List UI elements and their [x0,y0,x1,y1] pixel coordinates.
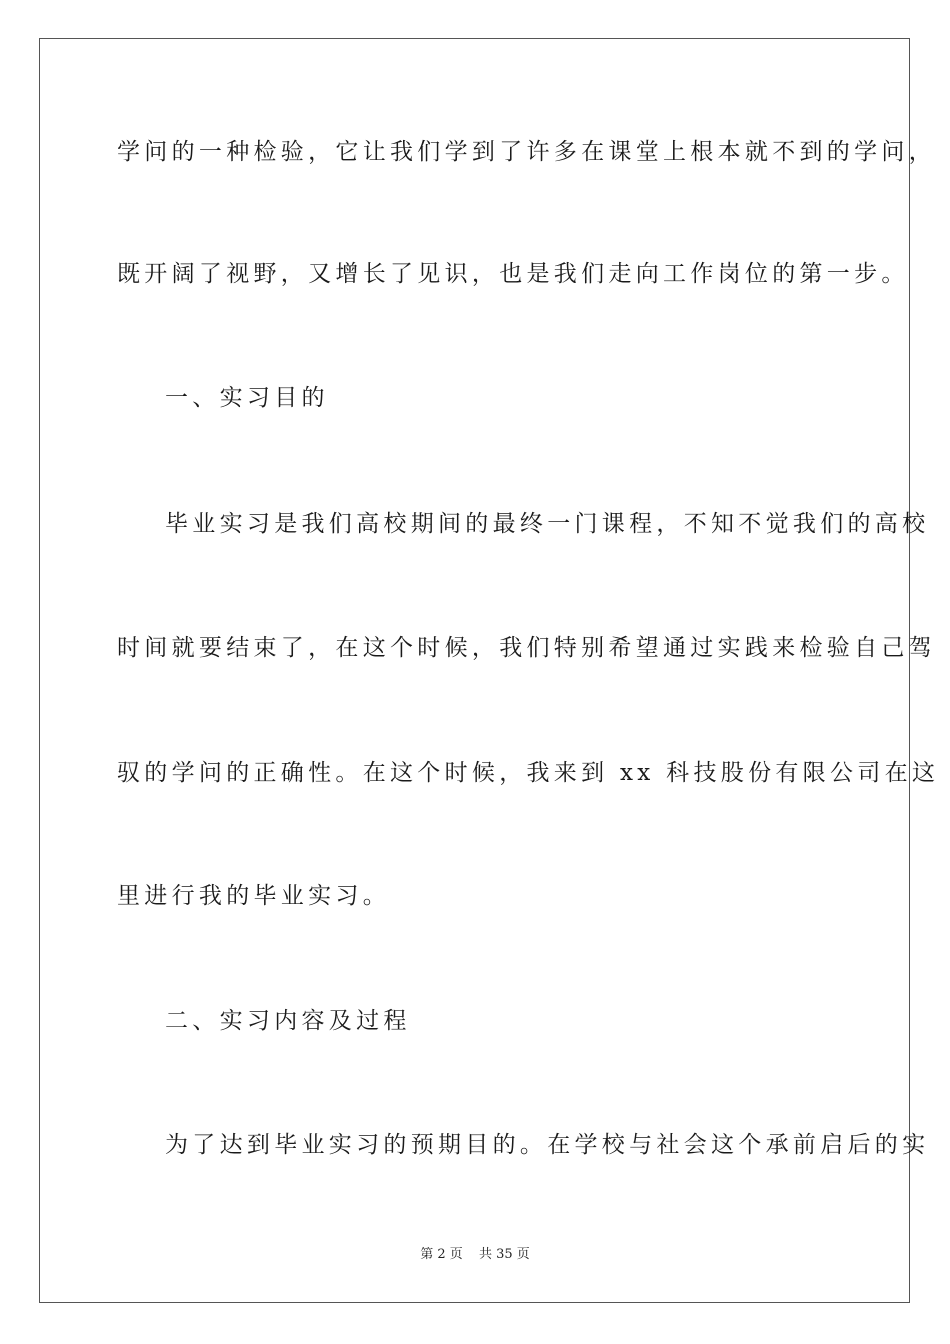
paragraph-line: 驭的学问的正确性。在这个时候，我来到 xx 科技股份有限公司在这 [117,760,940,786]
paragraph-line: 时间就要结束了，在这个时候，我们特别希望通过实践来检验自己驾 [117,635,936,661]
section-heading: 二、实习内容及过程 [165,1008,411,1034]
paragraph-line: 既开阔了视野，又增长了见识，也是我们走向工作岗位的第一步。 [117,261,909,287]
page-number: 第 2 页 [420,1247,463,1262]
page-border [39,38,910,1303]
paragraph-line: 学问的一种检验，它让我们学到了许多在课堂上根本就不到的学问， [117,139,936,165]
page-total: 共 35 页 [478,1247,530,1262]
section-heading: 一、实习目的 [165,385,329,411]
paragraph-line: 为了达到毕业实习的预期目的。在学校与社会这个承前启后的实 [165,1132,930,1158]
page-footer [0,1246,950,1264]
paragraph-line: 毕业实习是我们高校期间的最终一门课程，不知不觉我们的高校 [165,511,930,537]
paragraph-line: 里进行我的毕业实习。 [117,883,390,909]
